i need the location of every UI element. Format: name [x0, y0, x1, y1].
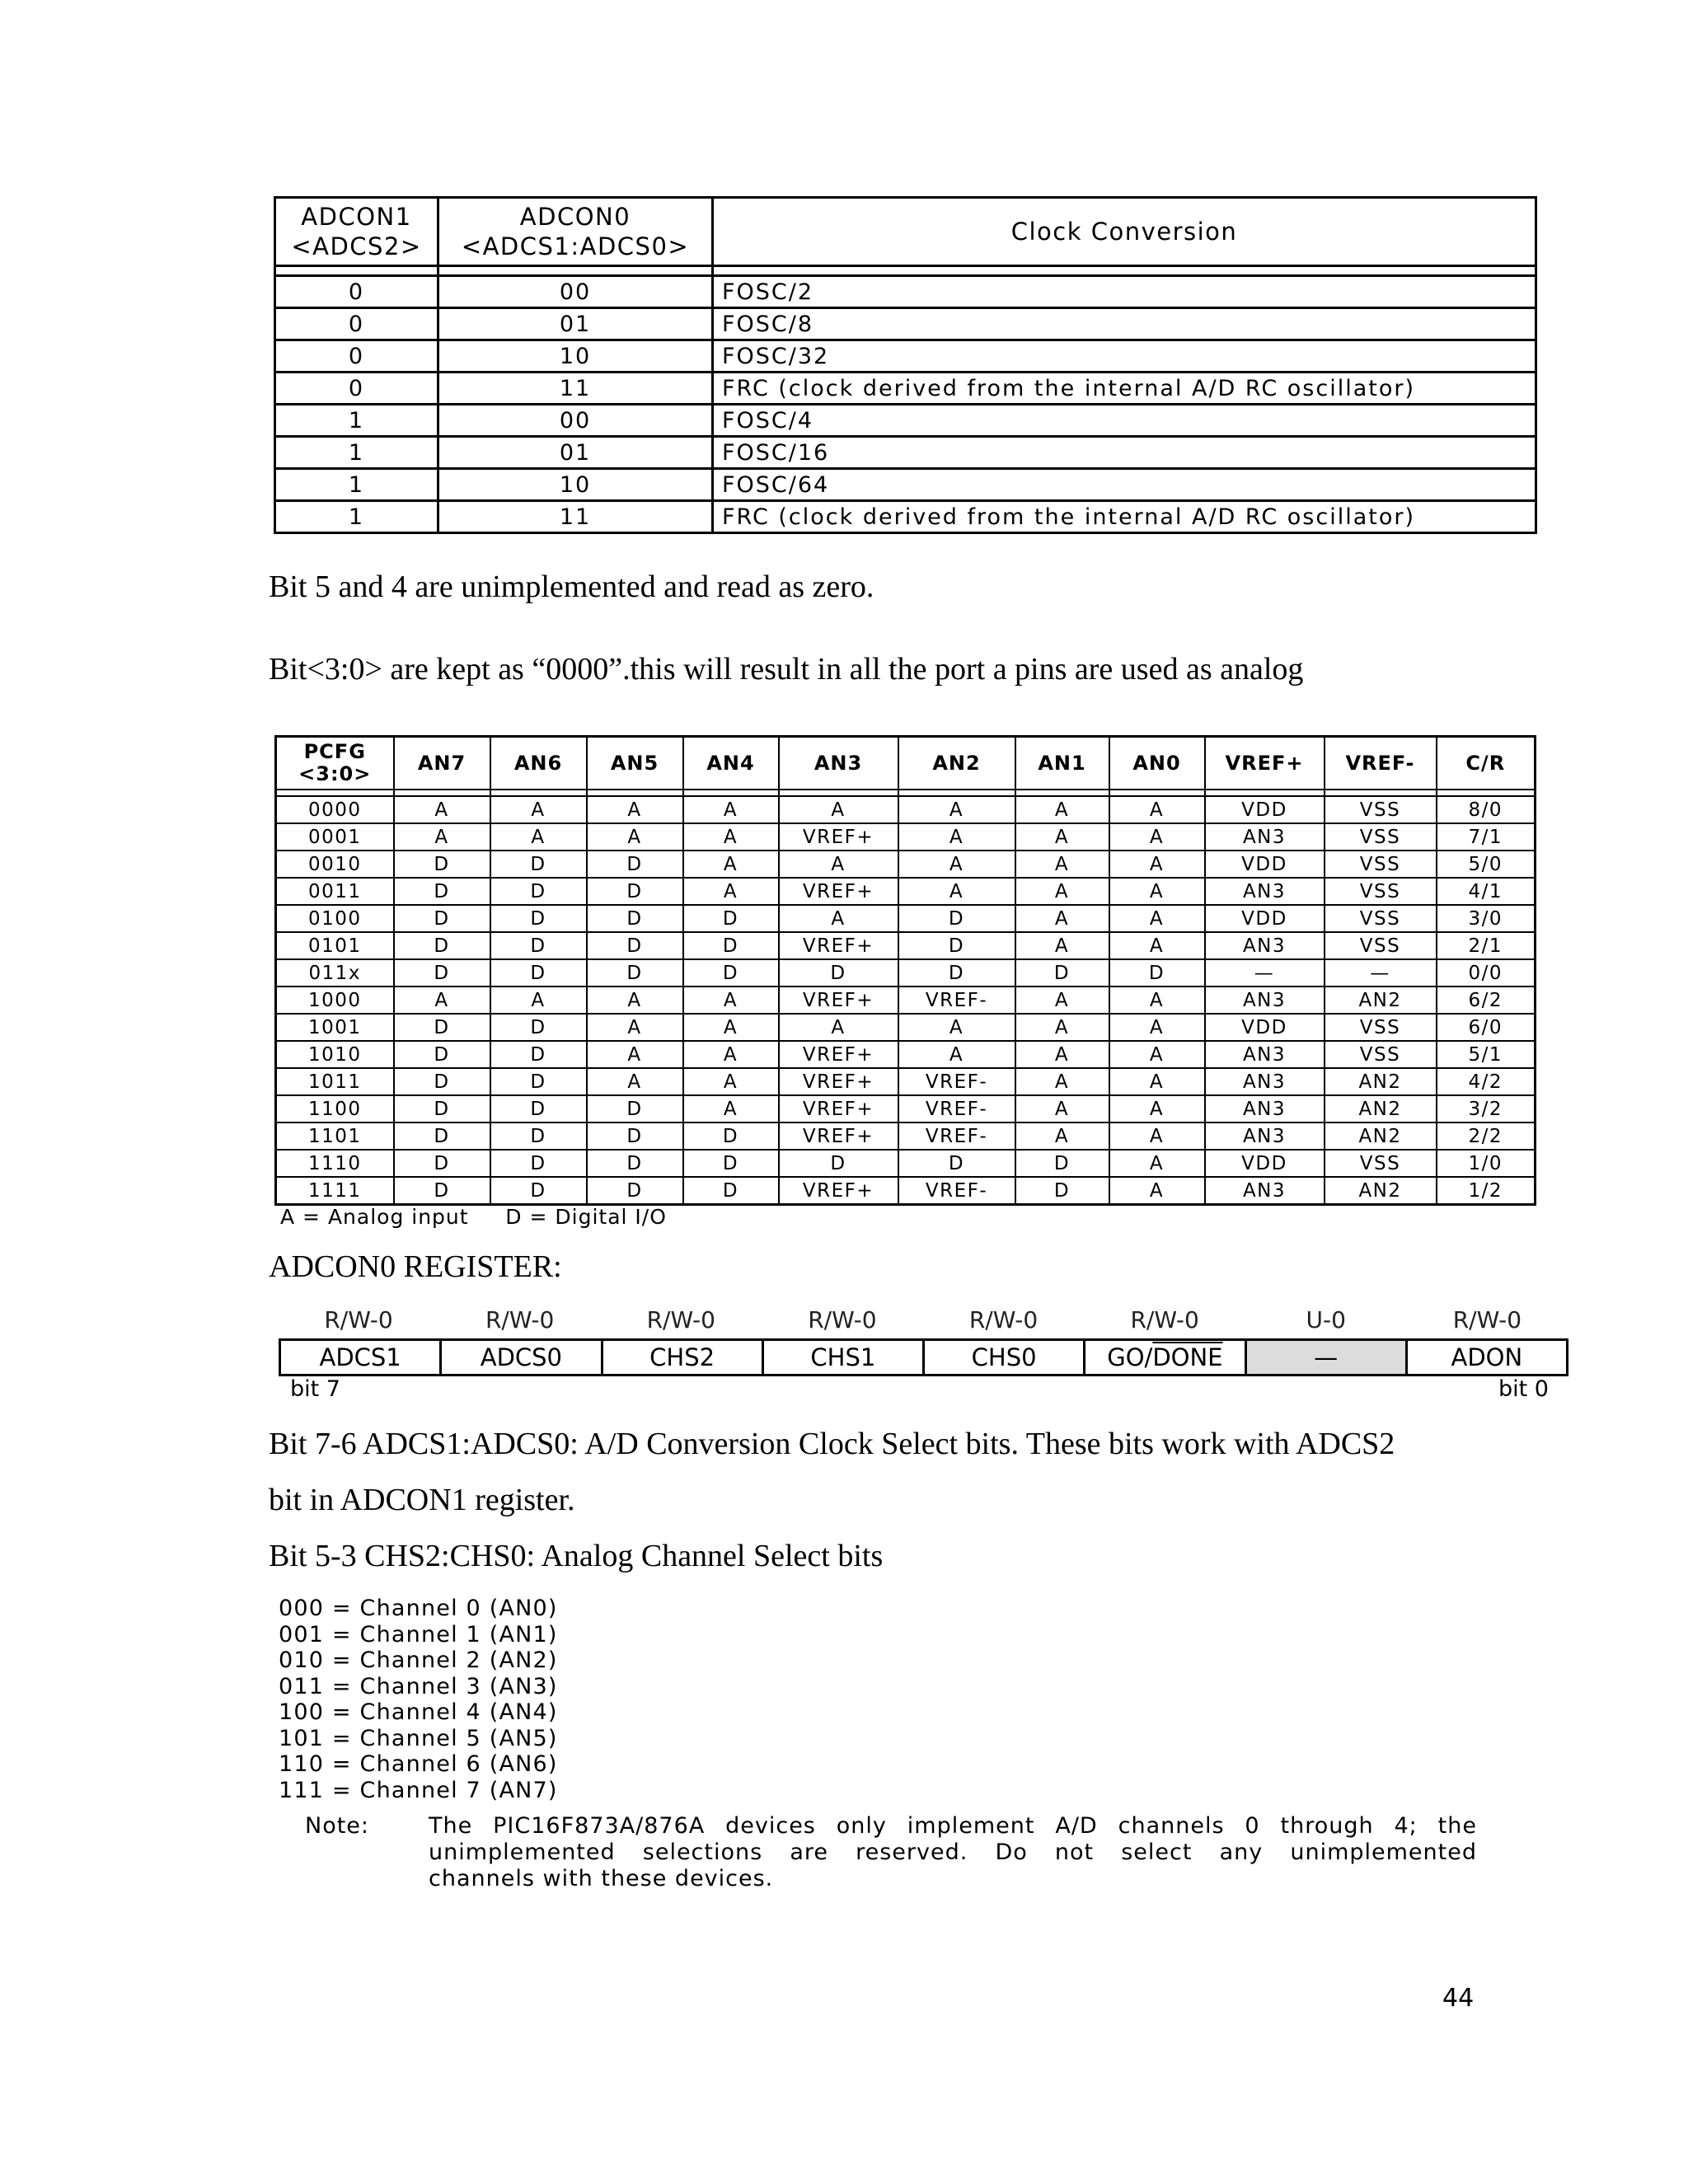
table-cell: FOSC/64: [713, 469, 1536, 501]
table-cell: D: [683, 905, 779, 932]
table-cell: 1111: [276, 1177, 394, 1205]
pcfg-table: [274, 735, 1536, 1206]
table-cell: AN3: [1205, 1041, 1325, 1068]
table-cell: D: [490, 932, 587, 959]
table-cell: AN3: [1205, 1068, 1325, 1095]
note-text: [429, 1813, 1477, 1892]
table-cell: A: [683, 987, 779, 1014]
adcon0-register-table: [279, 1338, 1568, 1376]
table-cell: A: [779, 851, 898, 878]
table-cell: D: [587, 1122, 683, 1150]
table-cell: VSS: [1325, 851, 1437, 878]
table-cell: A: [587, 1014, 683, 1041]
table-cell: D: [683, 959, 779, 987]
table-cell: D: [490, 878, 587, 905]
table-cell: D: [394, 959, 490, 987]
table-row: [275, 405, 1536, 437]
table-cell: FOSC/8: [713, 308, 1536, 340]
table-cell: A: [1109, 851, 1205, 878]
note-line-3: channels with these devices.: [429, 1866, 774, 1891]
channel-item: 111 = Channel 7 (AN7): [279, 1777, 558, 1803]
channel-item: 010 = Channel 2 (AN2): [279, 1647, 558, 1673]
table-cell: A: [587, 796, 683, 823]
table-cell: AN3: [1205, 1095, 1325, 1122]
table-cell: 01: [438, 308, 713, 340]
table-cell: A: [1015, 905, 1109, 932]
table-cell: 1: [275, 437, 438, 469]
table-cell: D: [779, 1150, 898, 1177]
table-cell: A: [394, 823, 490, 851]
table-cell: A: [1109, 1095, 1205, 1122]
table-cell: D: [683, 1150, 779, 1177]
table-cell: A: [587, 1068, 683, 1095]
page-number: 44: [1442, 1984, 1475, 2013]
table-cell: D: [898, 959, 1015, 987]
table-cell: 8/0: [1437, 796, 1536, 823]
table-cell: VREF+: [779, 823, 898, 851]
table-cell: 01: [438, 437, 713, 469]
table-cell: D: [394, 1068, 490, 1095]
channel-item: 011 = Channel 3 (AN3): [279, 1673, 558, 1699]
table-cell: A: [898, 796, 1015, 823]
table-cell: AN3: [1205, 932, 1325, 959]
table-cell: A: [587, 1041, 683, 1068]
header-adcon0: ADCON0 <ADCS1:ADCS0>: [438, 198, 713, 266]
table-cell: 5/1: [1437, 1041, 1536, 1068]
register-bit-4: CHS0: [924, 1340, 1085, 1376]
channel-item: 001 = Channel 1 (AN1): [279, 1621, 558, 1647]
pcfg-legend: A = Analog input D = Digital I/O: [280, 1205, 667, 1229]
table-cell: A: [1109, 1041, 1205, 1068]
table-row: [276, 1150, 1536, 1177]
table-cell: AN2: [1325, 987, 1437, 1014]
table-cell: D: [490, 1095, 587, 1122]
table-row: [275, 501, 1536, 533]
table-cell: —: [1325, 959, 1437, 987]
table-cell: 2/1: [1437, 932, 1536, 959]
table-cell: VREF-: [898, 987, 1015, 1014]
table-row: [275, 373, 1536, 405]
table-cell: AN2: [1325, 1095, 1437, 1122]
table-cell: A: [683, 1068, 779, 1095]
bits-5-4-text: Bit 5 and 4 are unimplemented and read as zero.: [269, 569, 874, 604]
table-cell: 1100: [276, 1095, 394, 1122]
table-cell: A: [1109, 1014, 1205, 1041]
table-cell: A: [898, 1014, 1015, 1041]
table-cell: D: [1015, 959, 1109, 987]
table-header-cell: AN1: [1015, 737, 1109, 790]
table-cell: 11: [438, 373, 713, 405]
table-cell: D: [394, 1150, 490, 1177]
table-row: [276, 1095, 1536, 1122]
table-row: [275, 437, 1536, 469]
table-cell: A: [1015, 878, 1109, 905]
table-header-row: [275, 198, 1536, 266]
table-cell: 1000: [276, 987, 394, 1014]
table-row: [276, 905, 1536, 932]
table-cell: D: [1015, 1177, 1109, 1205]
register-bit-3: CHS1: [762, 1340, 923, 1376]
table-cell: VREF+: [779, 1177, 898, 1205]
table-cell: 7/1: [1437, 823, 1536, 851]
table-cell: D: [394, 1014, 490, 1041]
table-header-cell: AN6: [490, 737, 587, 790]
table-cell: —: [1205, 959, 1325, 987]
table-cell: VSS: [1325, 1014, 1437, 1041]
table-cell: D: [587, 1177, 683, 1205]
table-cell: AN3: [1205, 987, 1325, 1014]
table-header-cell: PCFG <3:0>: [276, 737, 394, 790]
table-cell: VDD: [1205, 1150, 1325, 1177]
table-row: [276, 823, 1536, 851]
table-cell: 1: [275, 501, 438, 533]
register-attribute: R/W-0: [968, 1306, 1039, 1333]
table-cell: AN2: [1325, 1068, 1437, 1095]
table-cell: A: [394, 796, 490, 823]
register-attribute: U-0: [1306, 1306, 1346, 1333]
register-bit-6: —: [1245, 1340, 1406, 1376]
table-row: [275, 469, 1536, 501]
table-cell: D: [394, 1177, 490, 1205]
table-cell: 011x: [276, 959, 394, 987]
table-cell: A: [683, 1095, 779, 1122]
adcon0-heading: ADCON0 REGISTER:: [269, 1249, 562, 1284]
table-cell: 1001: [276, 1014, 394, 1041]
table-cell: A: [1015, 1122, 1109, 1150]
table-cell: VSS: [1325, 878, 1437, 905]
note-line-1: The PIC16F873A/876A devices only implement A/D channels 0 through 4; the: [429, 1813, 1477, 1839]
table-cell: D: [490, 905, 587, 932]
table-cell: 1: [275, 469, 438, 501]
table-cell: 1010: [276, 1041, 394, 1068]
table-cell: D: [394, 1095, 490, 1122]
table-cell: AN3: [1205, 878, 1325, 905]
table-cell: D: [394, 1041, 490, 1068]
bit-7-6-line1: Bit 7-6 ADCS1:ADCS0: A/D Conversion Clock Select bits. These bits work with ADCS2: [269, 1427, 1395, 1461]
table-cell: VREF+: [779, 1095, 898, 1122]
table-cell: 1/2: [1437, 1177, 1536, 1205]
table-header-row: [276, 737, 1536, 790]
bit-0-label: bit 0: [1498, 1376, 1549, 1402]
table-cell: VSS: [1325, 905, 1437, 932]
table-cell: FOSC/4: [713, 405, 1536, 437]
table-cell: D: [490, 1041, 587, 1068]
table-cell: VREF+: [779, 878, 898, 905]
table-header-cell: AN5: [587, 737, 683, 790]
table-cell: A: [898, 878, 1015, 905]
channel-item: 000 = Channel 0 (AN0): [279, 1596, 558, 1621]
table-cell: D: [1109, 959, 1205, 987]
table-cell: 4/2: [1437, 1068, 1536, 1095]
table-cell: A: [898, 1041, 1015, 1068]
note-label: Note:: [305, 1813, 370, 1839]
table-cell: A: [1109, 987, 1205, 1014]
table-cell: D: [898, 1150, 1015, 1177]
table-cell: D: [587, 959, 683, 987]
table-cell: D: [490, 1068, 587, 1095]
table-cell: D: [490, 1150, 587, 1177]
table-cell: 0001: [276, 823, 394, 851]
table-cell: A: [587, 987, 683, 1014]
table-cell: VSS: [1325, 932, 1437, 959]
table-row: [276, 959, 1536, 987]
table-row: [276, 1177, 1536, 1205]
table-cell: D: [898, 905, 1015, 932]
table-cell: 5/0: [1437, 851, 1536, 878]
table-cell: 0100: [276, 905, 394, 932]
table-cell: VSS: [1325, 1150, 1437, 1177]
table-cell: 11: [438, 501, 713, 533]
table-cell: 6/0: [1437, 1014, 1536, 1041]
table-header-cell: AN7: [394, 737, 490, 790]
table-cell: A: [898, 823, 1015, 851]
table-cell: A: [1109, 1068, 1205, 1095]
table-cell: D: [490, 959, 587, 987]
table-cell: D: [394, 932, 490, 959]
register-attribute: R/W-0: [1130, 1306, 1199, 1333]
table-row: [275, 340, 1536, 373]
table-cell: A: [1109, 878, 1205, 905]
table-header-cell: C/R: [1437, 737, 1536, 790]
table-cell: AN3: [1205, 823, 1325, 851]
table-cell: A: [1015, 851, 1109, 878]
table-cell: VREF-: [898, 1068, 1015, 1095]
header-adcon1: ADCON1 <ADCS2>: [275, 198, 438, 266]
table-header-cell: AN3: [779, 737, 898, 790]
table-cell: D: [394, 1122, 490, 1150]
table-cell: AN2: [1325, 1122, 1437, 1150]
table-cell: FOSC/16: [713, 437, 1536, 469]
table-cell: 0/0: [1437, 959, 1536, 987]
table-cell: VREF-: [898, 1122, 1015, 1150]
table-cell: D: [587, 932, 683, 959]
table-row: [276, 987, 1536, 1014]
table-cell: D: [394, 851, 490, 878]
table-row: [276, 1122, 1536, 1150]
register-bit-5: GO/DONE: [1085, 1340, 1245, 1376]
register-bit-7: ADON: [1406, 1340, 1567, 1376]
register-bit-0: ADCS1: [280, 1340, 441, 1376]
table-cell: A: [1109, 1122, 1205, 1150]
table-cell: A: [1109, 823, 1205, 851]
table-cell: VSS: [1325, 823, 1437, 851]
table-row: [276, 851, 1536, 878]
table-cell: 1/0: [1437, 1150, 1536, 1177]
table-cell: A: [779, 905, 898, 932]
table-cell: D: [898, 932, 1015, 959]
table-cell: D: [587, 1095, 683, 1122]
table-row: [276, 796, 1536, 823]
table-header-cell: AN0: [1109, 737, 1205, 790]
bit-7-label: bit 7: [290, 1376, 340, 1402]
table-row: [275, 276, 1536, 308]
table-cell: FOSC/2: [713, 276, 1536, 308]
table-cell: A: [779, 1014, 898, 1041]
register-attribute: R/W-0: [646, 1306, 715, 1333]
table-cell: D: [779, 959, 898, 987]
table-cell: 0: [275, 373, 438, 405]
table-cell: D: [394, 905, 490, 932]
table-row: [276, 1068, 1536, 1095]
table-cell: D: [394, 878, 490, 905]
table-cell: A: [1015, 1041, 1109, 1068]
table-cell: A: [779, 796, 898, 823]
table-cell: A: [683, 851, 779, 878]
table-cell: 6/2: [1437, 987, 1536, 1014]
table-cell: 0: [275, 276, 438, 308]
bit-5-3-text: Bit 5-3 CHS2:CHS0: Analog Channel Select bits: [269, 1539, 884, 1573]
channel-item: 100 = Channel 4 (AN4): [279, 1699, 558, 1725]
table-cell: D: [683, 932, 779, 959]
table-cell: D: [587, 1150, 683, 1177]
table-cell: VREF-: [898, 1095, 1015, 1122]
table-cell: A: [1015, 1068, 1109, 1095]
table-cell: A: [683, 878, 779, 905]
clock-conversion-table: [274, 196, 1537, 534]
table-cell: FRC (clock derived from the internal A/D RC oscillator): [713, 501, 1536, 533]
table-cell: A: [1109, 932, 1205, 959]
table-cell: A: [683, 823, 779, 851]
table-cell: A: [490, 823, 587, 851]
table-cell: 1011: [276, 1068, 394, 1095]
table-cell: A: [1015, 932, 1109, 959]
table-cell: A: [1015, 796, 1109, 823]
table-cell: VSS: [1325, 796, 1437, 823]
table-cell: VSS: [1325, 1041, 1437, 1068]
table-cell: AN3: [1205, 1177, 1325, 1205]
table-row: [276, 932, 1536, 959]
channel-item: 101 = Channel 5 (AN5): [279, 1725, 558, 1751]
table-row: [276, 1014, 1536, 1041]
register-attribute: R/W-0: [808, 1306, 877, 1333]
register-bits-row: [280, 1340, 1568, 1376]
table-cell: 00: [438, 276, 713, 308]
table-cell: D: [587, 878, 683, 905]
table-cell: A: [1015, 823, 1109, 851]
register-attribute: R/W-0: [1452, 1306, 1522, 1333]
table-header-cell: VREF-: [1325, 737, 1437, 790]
table-cell: D: [490, 851, 587, 878]
table-header-cell: AN2: [898, 737, 1015, 790]
header-clock-conversion: Clock Conversion: [713, 198, 1536, 266]
table-cell: 1101: [276, 1122, 394, 1150]
table-cell: A: [683, 796, 779, 823]
table-cell: D: [587, 851, 683, 878]
table-cell: D: [587, 905, 683, 932]
table-cell: D: [490, 1122, 587, 1150]
table-cell: 4/1: [1437, 878, 1536, 905]
table-cell: 3/0: [1437, 905, 1536, 932]
table-cell: A: [1015, 987, 1109, 1014]
table-row: [276, 878, 1536, 905]
table-cell: VREF+: [779, 987, 898, 1014]
table-cell: A: [683, 1041, 779, 1068]
table-cell: A: [1109, 1150, 1205, 1177]
table-header-cell: VREF+: [1205, 737, 1325, 790]
table-cell: A: [898, 851, 1015, 878]
table-cell: A: [587, 823, 683, 851]
register-attribute: R/W-0: [324, 1306, 393, 1333]
table-cell: VDD: [1205, 851, 1325, 878]
table-cell: D: [490, 1177, 587, 1205]
table-cell: 0010: [276, 851, 394, 878]
table-cell: A: [1015, 1014, 1109, 1041]
table-cell: VREF+: [779, 932, 898, 959]
table-cell: 10: [438, 340, 713, 373]
table-cell: A: [490, 987, 587, 1014]
table-cell: A: [1109, 1177, 1205, 1205]
table-cell: D: [683, 1122, 779, 1150]
table-row: [276, 1041, 1536, 1068]
table-cell: 0: [275, 340, 438, 373]
table-cell: A: [490, 796, 587, 823]
table-cell: FRC (clock derived from the internal A/D RC oscillator): [713, 373, 1536, 405]
table-cell: 1: [275, 405, 438, 437]
table-cell: 10: [438, 469, 713, 501]
table-cell: 00: [438, 405, 713, 437]
table-cell: D: [490, 1014, 587, 1041]
table-cell: VREF-: [898, 1177, 1015, 1205]
table-cell: 3/2: [1437, 1095, 1536, 1122]
register-attribute: R/W-0: [485, 1306, 555, 1333]
table-cell: A: [1109, 905, 1205, 932]
table-cell: FOSC/32: [713, 340, 1536, 373]
table-cell: VDD: [1205, 796, 1325, 823]
table-cell: A: [683, 1014, 779, 1041]
table-cell: 0101: [276, 932, 394, 959]
table-cell: D: [1015, 1150, 1109, 1177]
table-cell: AN2: [1325, 1177, 1437, 1205]
table-cell: 1110: [276, 1150, 394, 1177]
table-cell: A: [394, 987, 490, 1014]
table-cell: VDD: [1205, 905, 1325, 932]
channel-item: 110 = Channel 6 (AN6): [279, 1751, 558, 1777]
bits-3-0-text: Bit<3:0> are kept as “0000”.this will result in all the port a pins are used as analog: [269, 652, 1304, 687]
bit-7-6-line2: bit in ADCON1 register.: [269, 1483, 575, 1517]
table-cell: D: [683, 1177, 779, 1205]
table-cell: A: [1109, 796, 1205, 823]
table-cell: A: [1015, 1095, 1109, 1122]
table-cell: VREF+: [779, 1068, 898, 1095]
table-cell: 2/2: [1437, 1122, 1536, 1150]
table-cell: AN3: [1205, 1122, 1325, 1150]
table-row: [275, 308, 1536, 340]
table-cell: 0000: [276, 796, 394, 823]
table-cell: VDD: [1205, 1014, 1325, 1041]
register-bit-2: CHS2: [602, 1340, 762, 1376]
table-cell: 0011: [276, 878, 394, 905]
table-header-cell: AN4: [683, 737, 779, 790]
channel-list: [279, 1596, 558, 1803]
table-cell: 0: [275, 308, 438, 340]
table-cell: VREF+: [779, 1041, 898, 1068]
note-line-2: unimplemented selections are reserved. Do not select any unimplemented: [429, 1840, 1477, 1865]
register-bit-1: ADCS0: [441, 1340, 602, 1376]
table-cell: VREF+: [779, 1122, 898, 1150]
